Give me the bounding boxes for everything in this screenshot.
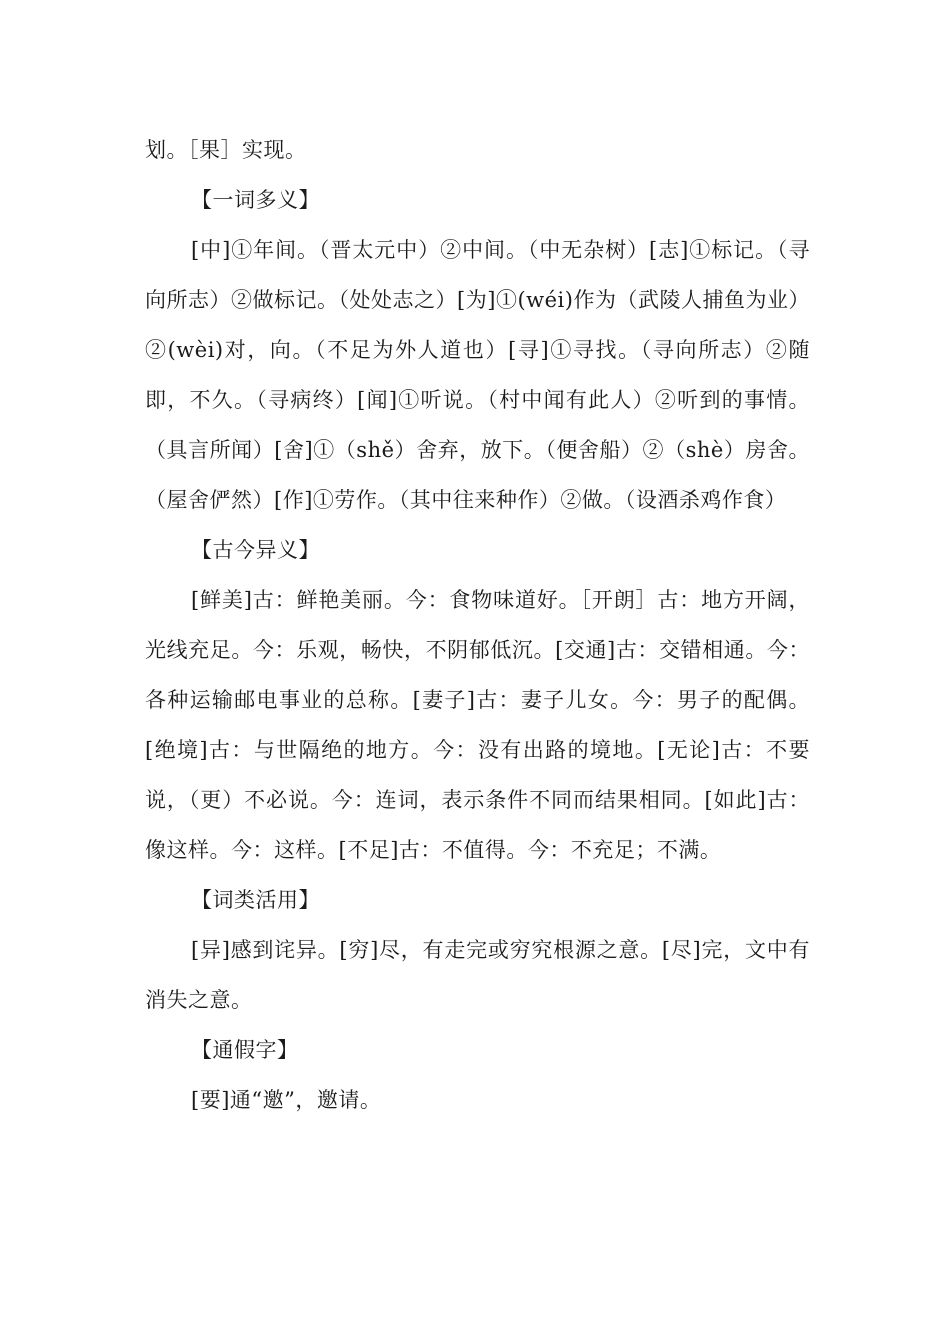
paragraph-word-class: [异]感到诧异。[穷]尽，有走完或穷究根源之意。[尽]完，文中有消失之意。 [145,938,810,1012]
paragraph-ancient-modern: [鲜美]古：鲜艳美丽。今：食物味道好。［开朗］古：地方开阔，光线充足。今：乐观，畅快，不阴郁低沉。[交通]古：交错相通。今：各种运输邮电事业的总称。[妻子]古：妻子儿女。今：男子的配偶。[绝境]古：与世隔绝的地方。今：没有出路的境地。[无论]古：不要说，（更）不必说。今：连词，表示条件不同而结果相同。[如此]古：像这样。今：这样。[不足]古：不值得。今：不充足；不满。 [145,588,810,862]
heading-word-class: 【词类活用】 [191,888,320,912]
document-content [145,125,810,1125]
paragraph-tongjia: [要]通“邀”，邀请。 [191,1088,382,1112]
heading-ancient-modern: 【古今异义】 [191,538,320,562]
heading-tongjia: 【通假字】 [191,1038,299,1062]
heading-polysemy: 【一词多义】 [191,188,320,212]
paragraph-polysemy: [中]①年间。（晋太元中）②中间。（中无杂树）[志]①标记。（寻向所志）②做标记。（处处志之）[为]①(wéi)作为（武陵人捕鱼为业）②(wèi)对，向。（不足为外人道也）[寻]①寻找。（寻向所志）②随即，不久。（寻病终）[闻]①听说。（村中闻有此人）②听到的事情。（具言所闻）[舍]①（shě）舍弃，放下。（便舍船）②（shè）房舍。（屋舍俨然）[作]①劳作。（其中往来种作）②做。（设酒杀鸡作食） [145,238,810,512]
intro-line: 划。［果］实现。 [145,138,307,162]
